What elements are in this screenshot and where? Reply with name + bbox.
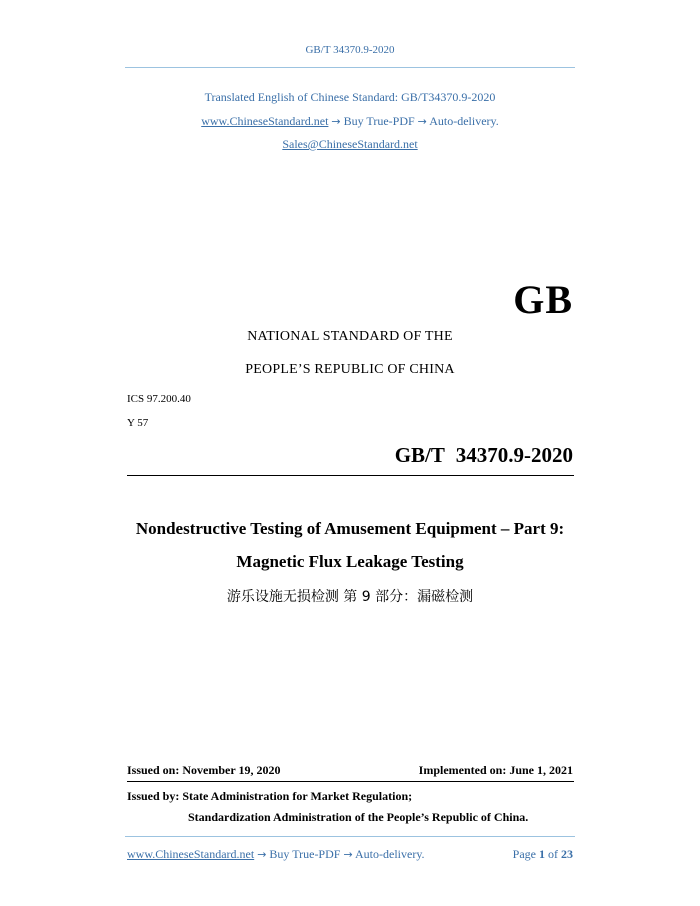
standard-code: GB/T 34370.9-2020 [394, 443, 573, 467]
footer-promo [127, 847, 425, 862]
national-standard-line2: PEOPLE’S REPUBLIC OF CHINA [245, 362, 455, 377]
title-chinese: 游乐设施无损检测 第 9 部分：漏磁检测 [226, 589, 474, 605]
of-label: of [548, 847, 558, 861]
arrow-right-icon: → [331, 115, 341, 128]
page-total: 23 [561, 847, 573, 861]
page-label: Page [512, 847, 536, 861]
dates-rule [127, 781, 574, 782]
page-indicator [513, 847, 573, 862]
issuer-line1: Issued by: State Administration for Market Regulation; [127, 789, 413, 803]
issued-date: Issued on: November 19, 2020 [127, 763, 281, 777]
header-rule [125, 67, 575, 68]
code-rule [127, 475, 574, 476]
email-line [0, 137, 700, 152]
issuer-line2: Standardization Administration of the People’s Republic of China. [188, 810, 529, 824]
footer-auto-text: Auto-delivery. [355, 847, 425, 861]
promo-line [0, 114, 700, 129]
arrow-right-icon: → [343, 848, 353, 861]
email-link[interactable]: Sales@ChineseStandard.net [282, 137, 418, 151]
title-line1: Nondestructive Testing of Amusement Equipment – Part 9: [135, 519, 565, 538]
site-link[interactable]: www.ChineseStandard.net [201, 114, 329, 128]
arrow-right-icon: → [257, 848, 267, 861]
auto-delivery-text: Auto-delivery. [429, 114, 499, 128]
ics-code: ICS 97.200.40 [127, 393, 191, 405]
running-header: GB/T 34370.9-2020 [305, 44, 395, 56]
footer-rule [125, 836, 575, 837]
national-standard-line1: NATIONAL STANDARD OF THE [247, 329, 453, 344]
footer-site-link[interactable]: www.ChineseStandard.net [127, 847, 255, 861]
title-line2: Magnetic Flux Leakage Testing [236, 552, 464, 571]
implemented-date: Implemented on: June 1, 2021 [418, 763, 573, 777]
arrow-right-icon: → [417, 115, 427, 128]
translation-notice: Translated English of Chinese Standard: GB/T34370.9-2020 [204, 90, 496, 104]
footer-buy-text: Buy True-PDF [269, 847, 341, 861]
buy-text: Buy True-PDF [343, 114, 415, 128]
gb-mark: GB [513, 277, 573, 322]
page-number: 1 [539, 847, 545, 861]
ccs-code: Y 57 [127, 417, 149, 429]
